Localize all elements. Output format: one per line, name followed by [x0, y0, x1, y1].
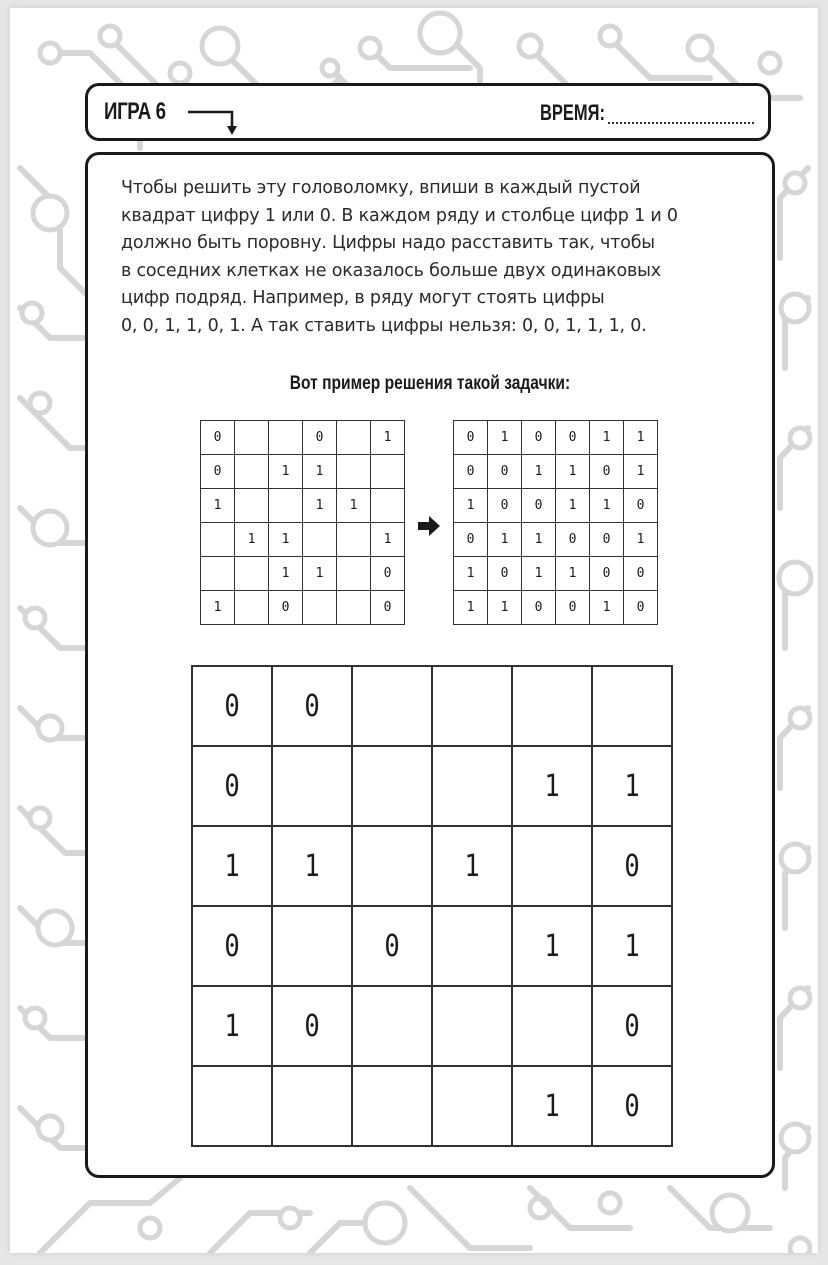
cell-digit: 0: [636, 566, 645, 581]
time-label: ВРЕМЯ:: [540, 100, 606, 125]
cell-digit: 1: [568, 464, 577, 479]
instructions-line: квадрат цифру 1 или 0. В каждом ряду и столбце цифр 1 и 0: [121, 205, 678, 226]
grid-cell: [454, 421, 488, 455]
cell-digit: 1: [636, 532, 645, 547]
header-bar: [85, 83, 771, 141]
grid-cell-empty: [371, 489, 405, 523]
grid-cell: [192, 826, 272, 906]
cell-digit: 0: [534, 498, 543, 513]
grid-cell: [303, 455, 337, 489]
grid-cell: [522, 455, 556, 489]
grid-cell-empty[interactable]: [432, 746, 512, 826]
cell-digit: 0: [466, 532, 475, 547]
grid-cell: [201, 455, 235, 489]
grid-cell: [371, 421, 405, 455]
grid-cell: [512, 906, 592, 986]
cell-digit: 1: [534, 532, 543, 547]
cell-digit: 1: [636, 464, 645, 479]
grid-cell: [590, 523, 624, 557]
grid-cell-empty: [235, 557, 269, 591]
instructions-text: [121, 175, 761, 340]
grid-cell: [512, 1066, 592, 1146]
grid-cell: [201, 489, 235, 523]
cell-digit: 1: [213, 600, 222, 615]
cell-digit: 1: [602, 498, 611, 513]
cell-digit: 1: [544, 928, 560, 964]
cell-digit: 0: [602, 532, 611, 547]
cell-digit: 1: [624, 928, 640, 964]
cell-digit: 1: [568, 566, 577, 581]
cell-digit: 1: [464, 848, 480, 884]
cell-digit: 0: [624, 1088, 640, 1124]
grid-row: [201, 421, 405, 455]
grid-cell: [590, 421, 624, 455]
grid-cell: [556, 591, 590, 625]
grid-cell-empty: [337, 523, 371, 557]
grid-cell: [624, 557, 658, 591]
cell-digit: 0: [500, 566, 509, 581]
grid-row: [192, 666, 672, 746]
grid-cell-empty: [337, 591, 371, 625]
grid-cell: [624, 523, 658, 557]
main-puzzle-grid: [191, 665, 673, 1147]
grid-cell: [371, 523, 405, 557]
cell-digit: 1: [636, 430, 645, 445]
grid-cell: [269, 557, 303, 591]
cell-digit: 1: [281, 566, 290, 581]
cell-digit: 1: [281, 464, 290, 479]
cell-digit: 0: [636, 600, 645, 615]
grid-cell-empty[interactable]: [432, 986, 512, 1066]
grid-row: [454, 557, 658, 591]
cell-digit: 1: [304, 848, 320, 884]
cell-digit: 1: [624, 768, 640, 804]
grid-cell: [269, 523, 303, 557]
grid-cell-empty: [303, 523, 337, 557]
cell-digit: 1: [544, 768, 560, 804]
grid-cell: [556, 557, 590, 591]
grid-cell: [269, 455, 303, 489]
cell-digit: 1: [224, 848, 240, 884]
cell-digit: 0: [568, 532, 577, 547]
grid-cell: [192, 906, 272, 986]
grid-cell: [590, 489, 624, 523]
grid-cell-empty: [337, 557, 371, 591]
time-input-line[interactable]: [608, 122, 754, 124]
cell-digit: 0: [534, 600, 543, 615]
grid-row: [192, 746, 672, 826]
grid-cell-empty[interactable]: [352, 826, 432, 906]
grid-cell-empty: [371, 455, 405, 489]
grid-cell: [488, 523, 522, 557]
grid-cell-empty[interactable]: [352, 1066, 432, 1146]
cell-digit: 0: [500, 464, 509, 479]
grid-cell-empty: [235, 591, 269, 625]
grid-cell: [272, 826, 352, 906]
grid-cell: [192, 666, 272, 746]
grid-cell: [592, 826, 672, 906]
cell-digit: 1: [315, 566, 324, 581]
grid-cell: [488, 421, 522, 455]
cell-digit: 0: [602, 566, 611, 581]
cell-digit: 1: [315, 464, 324, 479]
cell-digit: 1: [281, 532, 290, 547]
grid-cell: [454, 489, 488, 523]
cell-digit: 1: [247, 532, 256, 547]
grid-cell: [235, 523, 269, 557]
puzzle-page: [10, 8, 818, 1253]
grid-cell: [454, 455, 488, 489]
cell-digit: 0: [315, 430, 324, 445]
grid-cell: [592, 1066, 672, 1146]
grid-row: [192, 986, 672, 1066]
grid-cell-empty[interactable]: [352, 746, 432, 826]
grid-cell-empty[interactable]: [592, 666, 672, 746]
cell-digit: 0: [304, 1008, 320, 1044]
bent-arrow-down-icon: [188, 104, 240, 136]
grid-cell: [192, 746, 272, 826]
grid-cell: [512, 746, 592, 826]
grid-cell: [352, 906, 432, 986]
grid-cell: [592, 746, 672, 826]
example-heading: Вот пример решения такой задачки:: [289, 373, 571, 394]
grid-row: [201, 489, 405, 523]
grid-cell: [592, 906, 672, 986]
grid-cell-empty[interactable]: [432, 666, 512, 746]
cell-digit: 0: [568, 430, 577, 445]
cell-digit: 0: [568, 600, 577, 615]
grid-cell-empty: [235, 489, 269, 523]
cell-digit: 0: [636, 498, 645, 513]
grid-cell: [371, 591, 405, 625]
grid-cell: [590, 455, 624, 489]
grid-cell-empty: [269, 489, 303, 523]
grid-cell: [556, 489, 590, 523]
cell-digit: 0: [624, 848, 640, 884]
cell-digit: 1: [466, 566, 475, 581]
grid-cell: [272, 986, 352, 1066]
right-arrow-icon: [418, 516, 442, 536]
grid-cell-empty: [201, 523, 235, 557]
cell-digit: 0: [213, 464, 222, 479]
grid-row: [192, 1066, 672, 1146]
cell-digit: 1: [224, 1008, 240, 1044]
instructions-line: 0, 0, 1, 1, 0, 1. А так ставить цифры нельзя: 0, 0, 1, 1, 1, 0.: [121, 315, 647, 336]
grid-row: [201, 557, 405, 591]
grid-cell: [522, 489, 556, 523]
grid-cell-empty[interactable]: [432, 906, 512, 986]
instructions-line: Чтобы решить эту головоломку, впиши в каждый пустой: [121, 178, 641, 198]
grid-cell: [624, 455, 658, 489]
grid-cell-empty[interactable]: [272, 1066, 352, 1146]
grid-cell: [303, 557, 337, 591]
instructions-line: цифр подряд. Например, в ряду могут стоять цифры: [121, 288, 605, 308]
grid-cell-empty[interactable]: [272, 906, 352, 986]
grid-cell: [624, 421, 658, 455]
cell-digit: 0: [466, 430, 475, 445]
cell-digit: 0: [224, 928, 240, 964]
example-puzzle-grid: [200, 420, 405, 625]
grid-cell-empty: [269, 421, 303, 455]
cell-digit: 1: [544, 1088, 560, 1124]
grid-row: [454, 591, 658, 625]
grid-cell: [454, 591, 488, 625]
puzzle-panel: [85, 152, 775, 1178]
grid-cell-empty[interactable]: [512, 826, 592, 906]
grid-cell: [371, 557, 405, 591]
grid-cell-empty: [201, 557, 235, 591]
grid-cell: [522, 557, 556, 591]
cell-digit: 0: [500, 498, 509, 513]
cell-digit: 1: [602, 430, 611, 445]
grid-cell: [272, 666, 352, 746]
grid-cell: [624, 591, 658, 625]
grid-cell: [432, 826, 512, 906]
grid-row: [192, 826, 672, 906]
grid-cell: [556, 455, 590, 489]
game-title: ИГРА 6: [104, 98, 166, 125]
grid-row: [192, 906, 672, 986]
grid-cell-empty[interactable]: [352, 666, 432, 746]
grid-cell: [488, 591, 522, 625]
cell-digit: 1: [349, 498, 358, 513]
grid-row: [201, 523, 405, 557]
grid-cell-empty[interactable]: [512, 986, 592, 1066]
cell-digit: 1: [534, 464, 543, 479]
cell-digit: 0: [624, 1008, 640, 1044]
grid-cell: [488, 557, 522, 591]
cell-digit: 0: [383, 566, 392, 581]
cell-digit: 0: [466, 464, 475, 479]
grid-cell: [590, 557, 624, 591]
cell-digit: 1: [500, 430, 509, 445]
cell-digit: 1: [568, 498, 577, 513]
grid-cell: [201, 421, 235, 455]
cell-digit: 1: [602, 600, 611, 615]
cell-digit: 0: [224, 688, 240, 724]
grid-row: [454, 489, 658, 523]
grid-row: [201, 591, 405, 625]
cell-digit: 0: [224, 768, 240, 804]
cell-digit: 1: [383, 532, 392, 547]
cell-digit: 0: [304, 688, 320, 724]
grid-cell: [592, 986, 672, 1066]
grid-cell: [556, 421, 590, 455]
grid-cell: [337, 489, 371, 523]
grid-cell: [454, 557, 488, 591]
grid-cell: [522, 591, 556, 625]
grid-cell: [590, 591, 624, 625]
grid-cell-empty[interactable]: [512, 666, 592, 746]
cell-digit: 1: [500, 600, 509, 615]
grid-cell: [454, 523, 488, 557]
cell-digit: 1: [315, 498, 324, 513]
grid-cell-empty: [235, 455, 269, 489]
grid-row: [201, 455, 405, 489]
grid-cell: [303, 421, 337, 455]
grid-cell-empty[interactable]: [192, 1066, 272, 1146]
grid-cell-empty[interactable]: [272, 746, 352, 826]
instructions-line: должно быть поровну. Цифры надо расставить так, чтобы: [121, 233, 655, 253]
example-solution-grid: [453, 420, 658, 625]
cell-digit: 1: [500, 532, 509, 547]
cell-digit: 0: [213, 430, 222, 445]
grid-row: [454, 455, 658, 489]
grid-cell: [488, 489, 522, 523]
cell-digit: 0: [534, 430, 543, 445]
grid-cell: [192, 986, 272, 1066]
cell-digit: 1: [383, 430, 392, 445]
cell-digit: 1: [213, 498, 222, 513]
grid-cell-empty[interactable]: [352, 986, 432, 1066]
cell-digit: 0: [384, 928, 400, 964]
grid-cell: [522, 421, 556, 455]
instructions-line: в соседних клетках не оказалось больше двух одинаковых: [121, 260, 661, 281]
grid-cell: [488, 455, 522, 489]
cell-digit: 1: [466, 498, 475, 513]
grid-cell-empty: [235, 421, 269, 455]
cell-digit: 0: [602, 464, 611, 479]
cell-digit: 0: [383, 600, 392, 615]
grid-cell: [201, 591, 235, 625]
grid-row: [454, 421, 658, 455]
grid-row: [454, 523, 658, 557]
grid-cell: [522, 523, 556, 557]
grid-cell-empty: [337, 421, 371, 455]
grid-cell: [269, 591, 303, 625]
grid-cell-empty[interactable]: [432, 1066, 512, 1146]
cell-digit: 1: [534, 566, 543, 581]
cell-digit: 1: [466, 600, 475, 615]
cell-digit: 0: [281, 600, 290, 615]
grid-cell-empty: [303, 591, 337, 625]
grid-cell: [303, 489, 337, 523]
grid-cell: [556, 523, 590, 557]
grid-cell-empty: [337, 455, 371, 489]
grid-cell: [624, 489, 658, 523]
